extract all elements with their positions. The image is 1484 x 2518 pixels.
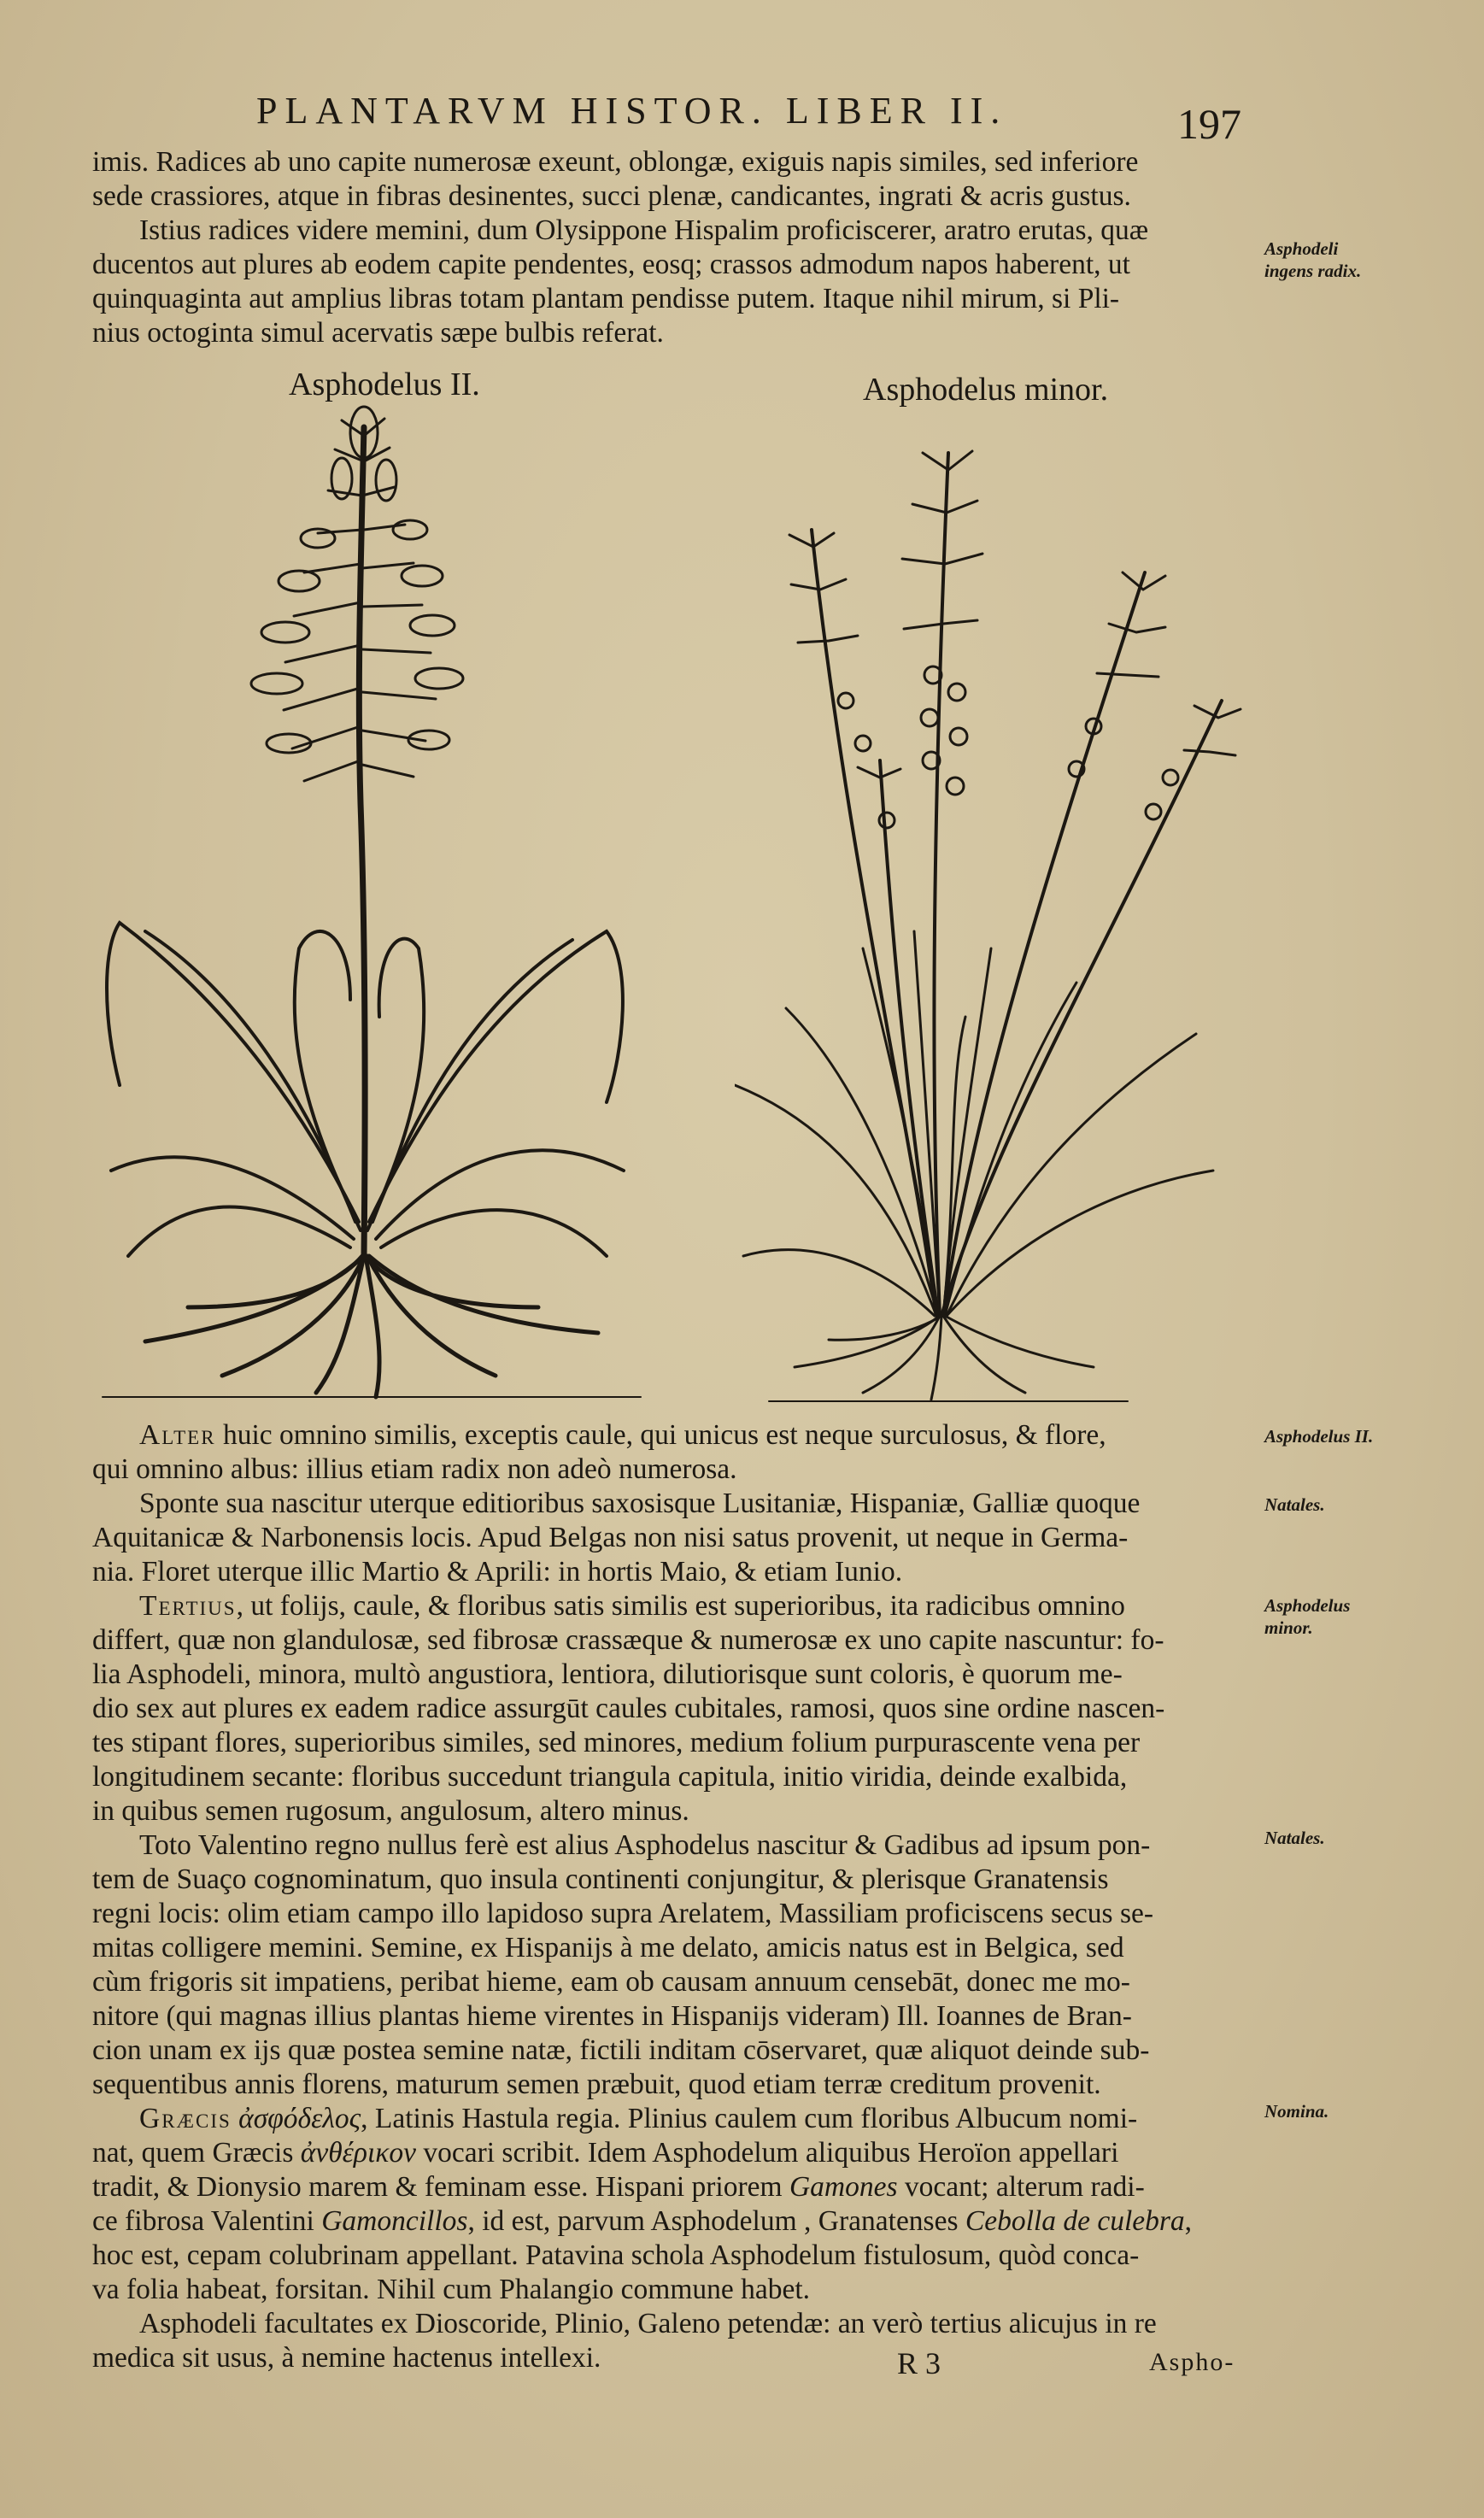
text-line: [92, 2204, 1263, 2239]
margin-note: Asphodelus II.: [1264, 1426, 1374, 1447]
top-paragraph: [92, 145, 1263, 350]
text-line: medica sit usus, à nemine hactenus intellexi.: [92, 2342, 601, 2374]
text-line: lia Asphodeli, minora, multò angustiora, lentiora, dilutiorisque sunt coloris, è quorum me-: [92, 1658, 1123, 1690]
text-line: cùm frigoris sit impatiens, peribat hieme, eam ob causam annuum censebāt, donec me mo-: [92, 1966, 1130, 1998]
text-line: regni locis: olim etiam campo illo lapidoso supra Arelatem, Massiliam proficiscens secus se-: [92, 1898, 1154, 1929]
text-line: va folia habeat, forsitan. Nihil cum Phalangio commune habet.: [92, 2274, 811, 2305]
text-span: , Latinis Hastula regia. Plinius caulem cum floribus Albucum nomi-: [361, 2103, 1138, 2134]
greek-word: ἀσφόδελος: [238, 2103, 361, 2134]
text-line: sequentibus annis florens, maturum semen præbuit, quod etiam terræ creditum provenit.: [92, 2069, 1101, 2100]
text-line: cion unam ex ijs quæ postea semine natæ, fictili inditam cōservaret, quæ aliquot deinde sub-: [92, 2034, 1150, 2066]
text-span: ,: [1184, 2205, 1193, 2237]
margin-note: Asphodeli ingens radix.: [1264, 238, 1362, 281]
text-line: in quibus semen rugosum, angulosum, altero minus.: [92, 1795, 689, 1827]
figure-caption-left: Asphodelus II.: [289, 367, 480, 402]
greek-word: ἀνθέρικον: [300, 2137, 416, 2169]
text-line: Toto Valentino regno nullus ferè est alius Asphodelus nascitur & Gadibus ad ipsum pon-: [139, 1829, 1151, 1861]
text-line: qui omnino albus: illius etiam radix non adeò numerosa.: [92, 1453, 737, 1485]
margin-note: Natales.: [1264, 1494, 1325, 1515]
text-line: quinquaginta aut amplius libras totam plantam pendisse putem. Itaque nihil mirum, si Pli-: [92, 283, 1120, 314]
text-line: Istius radices videre memini, dum Olysippone Hispalim proficiscerer, aratro erutas, quæ: [139, 214, 1149, 246]
text-line: dio sex aut plures ex eadem radice assurgūt caules cubitales, ramosi, quos sine ordine nascen-: [92, 1693, 1165, 1724]
text-line: imis. Radices ab uno capite numerosæ exeunt, oblongæ, exiguis napis similes, sed inferiore: [92, 146, 1139, 178]
running-head: PLANTARVM HISTOR. LIBER II.: [256, 90, 1008, 132]
signature-mark: R 3: [897, 2346, 941, 2380]
text-line: [92, 2136, 1263, 2170]
text-line: ducentos aut plures ab eodem capite pendentes, eosq; crassos admodum napos haberent, ut: [92, 249, 1130, 280]
text-span: , ut folijs, caule, & floribus satis similis est superioribus, ita radicibus omnino: [236, 1590, 1125, 1622]
text-line: [92, 1589, 1263, 1623]
text-line: Sponte sua nascitur uterque editioribus saxosisque Lusitaniæ, Hispaniæ, Galliæ quoque: [139, 1488, 1141, 1519]
text-span: vocari scribit. Idem Asphodelum aliquibus Heroïon appellari: [415, 2137, 1119, 2169]
asphodelus-minor-woodcut: [735, 419, 1264, 1410]
text-line: [92, 2102, 1263, 2136]
text-span: huic omnino similis, exceptis caule, qui unicus est neque surculosus, & flore,: [215, 1419, 1106, 1451]
italic-term: Gamones: [789, 2171, 898, 2203]
page-number: 197: [1177, 100, 1241, 148]
text-line: hoc est, cepam colubrinam appellant. Patavina schola Asphodelum fistulosum, quòd conca-: [92, 2239, 1140, 2271]
italic-term: Cebolla de culebra: [965, 2205, 1185, 2237]
text-line: tes stipant flores, superioribus similes, sed minores, medium folium purpurascente vena per: [92, 1727, 1141, 1758]
text-line: [92, 2170, 1263, 2204]
text-line: differt, quæ non glandulosæ, sed fibrosæ crassæque & numerosæ ex uno capite nascuntur: fo-: [92, 1624, 1164, 1656]
catchword: Aspho-: [1149, 2348, 1235, 2376]
text-span: nat, quem Græcis: [92, 2137, 301, 2169]
italic-term: Gamoncillos: [321, 2205, 468, 2237]
asphodelus-ii-woodcut: [94, 402, 649, 1410]
main-text: [92, 1418, 1263, 2375]
figure-caption-right: Asphodelus minor.: [863, 372, 1109, 408]
margin-note: Asphodelus minor.: [1264, 1595, 1351, 1638]
margin-note: Nomina.: [1264, 2101, 1329, 2122]
text-span: , id est, parvum Asphodelum , Granatenses: [467, 2205, 965, 2237]
lead-word: Alter: [139, 1419, 216, 1451]
lead-word: Tertius: [139, 1590, 237, 1622]
text-line: sede crassiores, atque in fibras desinentes, succi plenæ, candicantes, ingrati & acris gustus.: [92, 180, 1131, 212]
text-span: ce fibrosa Valentini: [92, 2205, 322, 2237]
text-line: [92, 1418, 1263, 1453]
text-line: tem de Suaço cognominatum, quo insula continenti conjungitur, & plerisque Granatensis: [92, 1864, 1109, 1895]
text-line: longitudinem secante: floribus succedunt triangula capitula, initio viridia, deinde exalbida,: [92, 1761, 1128, 1793]
text-line: mitas colligere memini. Semine, ex Hispanijs à me delato, amicis natus est in Belgica, sed: [92, 1932, 1124, 1963]
margin-note: Natales.: [1264, 1828, 1325, 1848]
text-span: tradit, & Dionysio marem & feminam esse. Hispani priorem: [92, 2171, 789, 2203]
text-line: nitore (qui magnas illius plantas hieme virentes in Hispanijs videram) Ill. Ioannes de Bran-: [92, 2000, 1132, 2032]
lead-word: Græcis: [139, 2103, 232, 2134]
text-span: vocant; alterum radi-: [897, 2171, 1145, 2203]
text-line: Asphodeli facultates ex Dioscoride, Plinio, Galeno petendæ: an verò tertius alicujus in re: [139, 2308, 1157, 2339]
text-line: nia. Floret uterque illic Martio & Aprili: in hortis Maio, & etiam Iunio.: [92, 1556, 903, 1588]
text-line: nius octoginta simul acervatis sæpe bulbis referat.: [92, 317, 664, 349]
text-line: Aquitanicæ & Narbonensis locis. Apud Belgas non nisi satus provenit, ut neque in Germa-: [92, 1522, 1129, 1553]
